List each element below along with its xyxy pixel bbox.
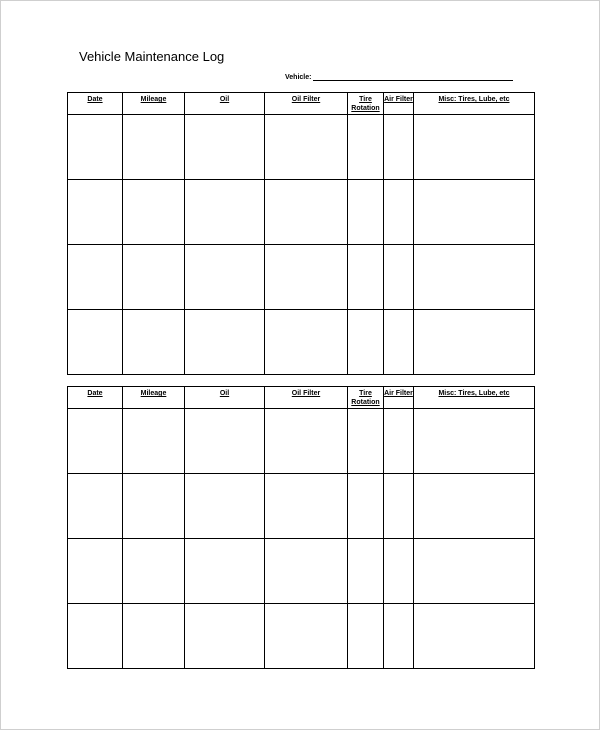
cell-tire-rotation[interactable] xyxy=(348,115,384,180)
cell-tire-rotation[interactable] xyxy=(348,474,384,539)
vehicle-label: Vehicle: xyxy=(285,74,312,81)
table-row xyxy=(68,245,535,310)
cell-oil[interactable] xyxy=(185,604,265,669)
cell-tire-rotation[interactable] xyxy=(348,245,384,310)
page-title: Vehicle Maintenance Log xyxy=(79,49,225,64)
cell-oil-filter[interactable] xyxy=(265,604,348,669)
header-mileage: Mileage xyxy=(123,93,185,115)
cell-date[interactable] xyxy=(68,409,123,474)
cell-mileage[interactable] xyxy=(123,310,185,375)
cell-mileage[interactable] xyxy=(123,604,185,669)
cell-oil[interactable] xyxy=(185,180,265,245)
cell-oil-filter[interactable] xyxy=(265,310,348,375)
cell-date[interactable] xyxy=(68,115,123,180)
cell-tire-rotation[interactable] xyxy=(348,180,384,245)
cell-misc[interactable] xyxy=(414,604,535,669)
header-oil: Oil xyxy=(185,93,265,115)
table-row xyxy=(68,539,535,604)
cell-tire-rotation[interactable] xyxy=(348,310,384,375)
cell-air-filter[interactable] xyxy=(384,539,414,604)
cell-date[interactable] xyxy=(68,180,123,245)
cell-date[interactable] xyxy=(68,604,123,669)
header-oil-filter: Oil Filter xyxy=(265,387,348,409)
cell-oil[interactable] xyxy=(185,474,265,539)
cell-date[interactable] xyxy=(68,245,123,310)
table-header-row xyxy=(68,93,535,115)
cell-oil-filter[interactable] xyxy=(265,474,348,539)
table-header-row xyxy=(68,387,535,409)
table-row xyxy=(68,310,535,375)
cell-misc[interactable] xyxy=(414,474,535,539)
header-tire-rotation: Tire Rotation xyxy=(348,387,384,409)
table-row xyxy=(68,604,535,669)
cell-tire-rotation[interactable] xyxy=(348,409,384,474)
table-row xyxy=(68,409,535,474)
cell-oil-filter[interactable] xyxy=(265,180,348,245)
cell-oil[interactable] xyxy=(185,245,265,310)
cell-oil[interactable] xyxy=(185,409,265,474)
header-date: Date xyxy=(68,387,123,409)
cell-mileage[interactable] xyxy=(123,115,185,180)
maintenance-table-1 xyxy=(67,92,535,375)
cell-oil[interactable] xyxy=(185,115,265,180)
header-air-filter: Air Filter xyxy=(384,387,414,409)
table-row xyxy=(68,115,535,180)
cell-oil-filter[interactable] xyxy=(265,539,348,604)
cell-air-filter[interactable] xyxy=(384,474,414,539)
table-row xyxy=(68,474,535,539)
header-tire-rotation: Tire Rotation xyxy=(348,93,384,115)
cell-oil[interactable] xyxy=(185,310,265,375)
header-mileage: Mileage xyxy=(123,387,185,409)
cell-mileage[interactable] xyxy=(123,409,185,474)
cell-oil-filter[interactable] xyxy=(265,409,348,474)
cell-mileage[interactable] xyxy=(123,474,185,539)
table-row xyxy=(68,180,535,245)
cell-mileage[interactable] xyxy=(123,180,185,245)
cell-air-filter[interactable] xyxy=(384,180,414,245)
cell-tire-rotation[interactable] xyxy=(348,539,384,604)
cell-air-filter[interactable] xyxy=(384,115,414,180)
cell-date[interactable] xyxy=(68,474,123,539)
cell-air-filter[interactable] xyxy=(384,310,414,375)
cell-oil-filter[interactable] xyxy=(265,245,348,310)
cell-misc[interactable] xyxy=(414,245,535,310)
header-oil-filter: Oil Filter xyxy=(265,93,348,115)
header-misc: Misc: Tires, Lube, etc xyxy=(414,93,535,115)
cell-date[interactable] xyxy=(68,539,123,604)
cell-mileage[interactable] xyxy=(123,245,185,310)
cell-oil-filter[interactable] xyxy=(265,115,348,180)
maintenance-table-2 xyxy=(67,386,535,669)
header-misc: Misc: Tires, Lube, etc xyxy=(414,387,535,409)
header-air-filter: Air Filter xyxy=(384,93,414,115)
cell-date[interactable] xyxy=(68,310,123,375)
cell-air-filter[interactable] xyxy=(384,604,414,669)
cell-mileage[interactable] xyxy=(123,539,185,604)
header-oil: Oil xyxy=(185,387,265,409)
cell-air-filter[interactable] xyxy=(384,245,414,310)
cell-misc[interactable] xyxy=(414,180,535,245)
cell-misc[interactable] xyxy=(414,115,535,180)
vehicle-blank-line[interactable] xyxy=(313,73,513,81)
cell-misc[interactable] xyxy=(414,539,535,604)
cell-tire-rotation[interactable] xyxy=(348,604,384,669)
header-date: Date xyxy=(68,93,123,115)
cell-air-filter[interactable] xyxy=(384,409,414,474)
vehicle-field xyxy=(285,73,513,81)
cell-misc[interactable] xyxy=(414,310,535,375)
cell-misc[interactable] xyxy=(414,409,535,474)
cell-oil[interactable] xyxy=(185,539,265,604)
